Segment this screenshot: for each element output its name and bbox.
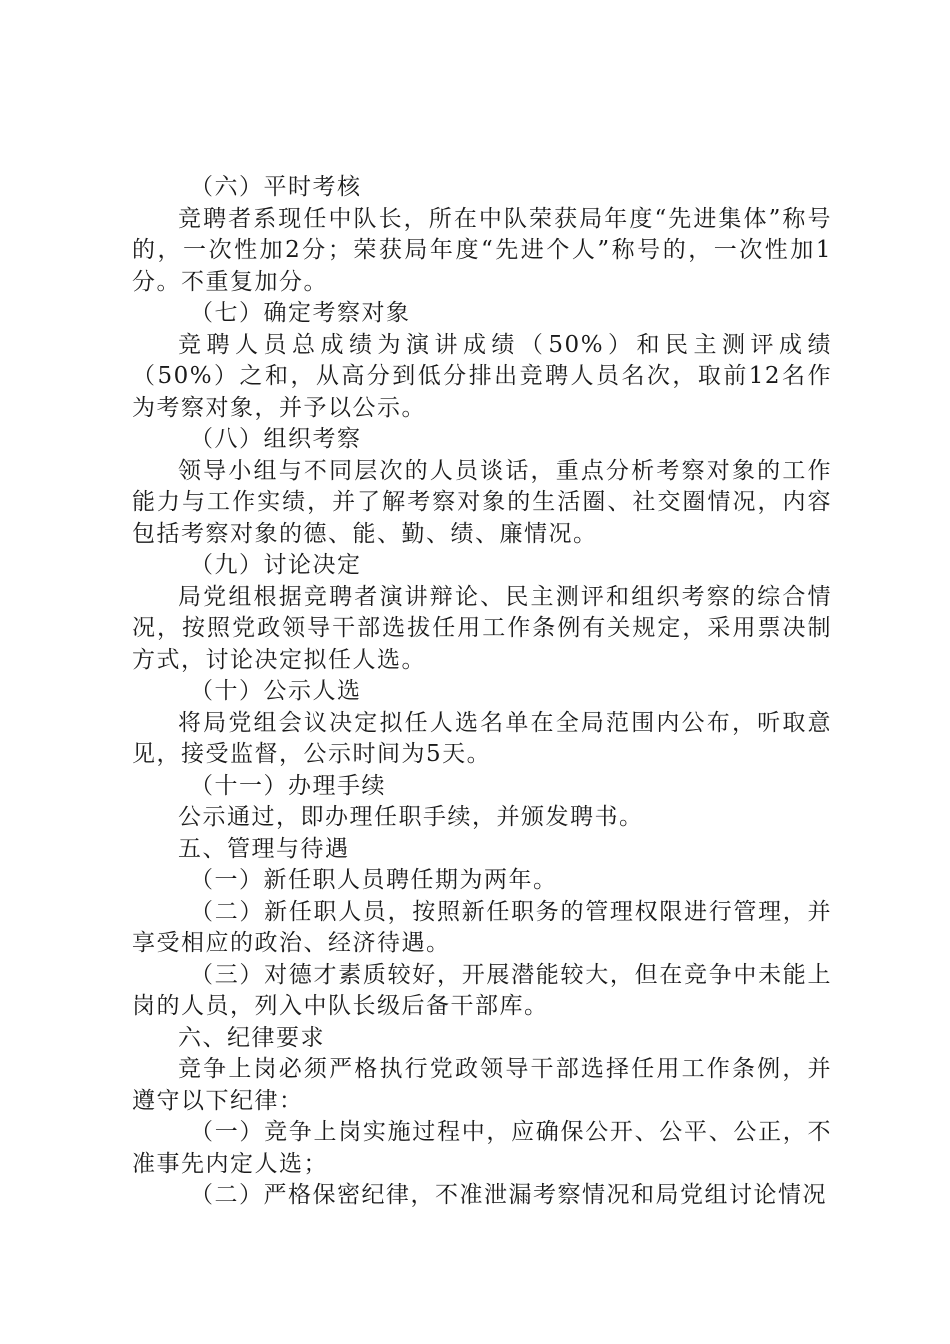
list-item-discipline-2: （二）严格保密纪律，不准泄漏考察情况和局党组讨论情况 <box>190 1182 827 1208</box>
paragraph-public-notice: 将局党组会议决定拟任人选名单在全局范围内公布，听取意见，接受监督，公示时间为5天。 <box>132 709 832 767</box>
paragraph-regular-assessment: 竞聘者系现任中队长，所在中队荣获局年度“先进集体”称号的，一次性加2分；荣获局年度“先进个人”称号的，一次性加1分。不重复加分。 <box>132 205 832 295</box>
list-item-discipline-1: （一）竞争上岗实施过程中，应确保公开、公平、公正，不准事先内定人选； <box>132 1119 832 1177</box>
section-heading-7: （七）确定考察对象 <box>190 300 411 326</box>
section-heading-10: （十）公示人选 <box>190 678 362 704</box>
section-heading-6: （六）平时考核 <box>190 174 362 200</box>
chapter-heading-discipline: 六、纪律要求 <box>178 1024 325 1051</box>
section-heading-9: （九）讨论决定 <box>190 552 362 578</box>
section-heading-11: （十一）办理手续 <box>190 772 386 799</box>
list-item-management-2: （二）新任职人员，按照新任职务的管理权限进行管理，并享受相应的政治、经济待遇。 <box>132 898 832 956</box>
chapter-heading-management: 五、管理与待遇 <box>178 835 350 862</box>
paragraph-discussion-decision: 局党组根据竞聘者演讲辩论、民主测评和组织考察的综合情况，按照党政领导干部选拔任用工作条例有关规定，采用票决制方式，讨论决定拟任人选。 <box>132 583 832 673</box>
list-item-management-1: （一）新任职人员聘任期为两年。 <box>190 867 558 893</box>
paragraph-organization-review: 领导小组与不同层次的人员谈话，重点分析考察对象的工作能力与工作实绩，并了解考察对象的生活圈、社交圈情况，内容包括考察对象的德、能、勤、绩、廉情况。 <box>132 457 832 547</box>
paragraph-discipline-intro: 竞争上岗必须严格执行党政领导干部选择任用工作条例，并遵守以下纪律： <box>132 1056 832 1114</box>
section-heading-8: （八）组织考察 <box>190 426 362 452</box>
list-item-management-3: （三）对德才素质较好，开展潜能较大，但在竞争中未能上岗的人员，列入中队长级后备干部库。 <box>132 961 832 1019</box>
paragraph-candidate-selection: 竞聘人员总成绩为演讲成绩（50%）和民主测评成绩（50%）之和，从高分到低分排出竞聘人员名次，取前12名作为考察对象，并予以公示。 <box>132 331 832 421</box>
document-body <box>132 172 832 1212</box>
paragraph-procedures: 公示通过，即办理任职手续，并颁发聘书。 <box>178 804 644 830</box>
